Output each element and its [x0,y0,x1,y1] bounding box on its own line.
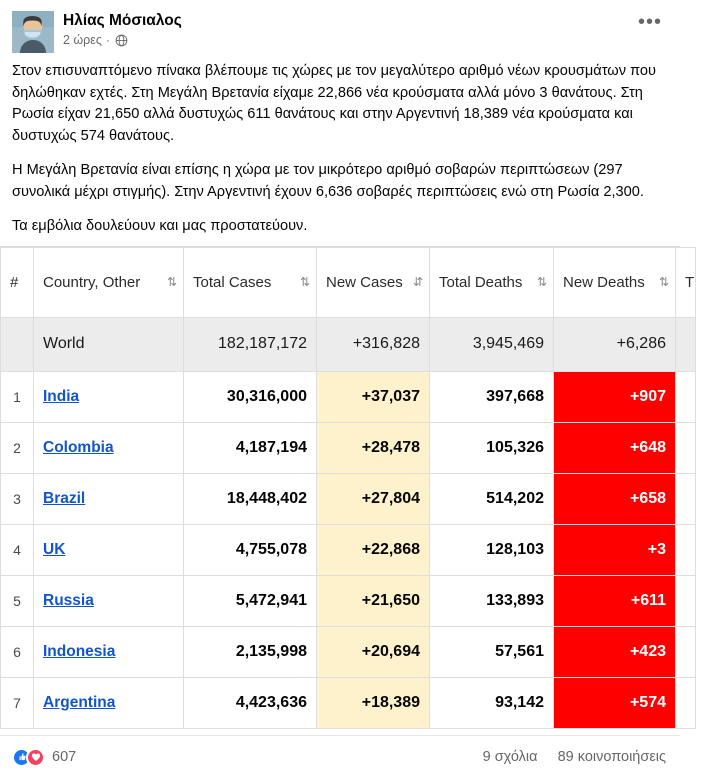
post-meta-line [63,32,632,48]
row-total-deaths: 105,326 [430,422,554,473]
column-header-country[interactable] [34,247,184,317]
row-country [34,626,184,677]
world-total-deaths: 3,945,469 [430,317,554,371]
column-header-number-label: # [10,273,19,291]
row-new-deaths: +907 [554,371,676,422]
row-total-cases: 4,187,194 [184,422,317,473]
comments-shares-summary [483,749,666,765]
reactions-summary[interactable] [12,748,76,767]
row-new-deaths: +3 [554,524,676,575]
column-header-new-deaths[interactable] [554,247,676,317]
sort-arrows-icon[interactable]: ⇅ [166,275,176,289]
row-new-cases: +21,650 [317,575,430,626]
row-new-deaths: +658 [554,473,676,524]
row-country [34,575,184,626]
row-total-cases: 2,135,998 [184,626,317,677]
column-header-total-cases-label: Total Cases [193,273,272,291]
globe-icon [115,34,128,47]
row-number: 1 [1,371,34,422]
covid-table [0,247,696,729]
row-total-cases: 4,755,078 [184,524,317,575]
country-link[interactable]: Brazil [43,489,86,507]
poster-name[interactable]: Ηλίας Μόσιαλος [63,12,182,29]
world-row-number [1,317,34,371]
row-new-deaths: +574 [554,677,676,728]
row-country [34,473,184,524]
reaction-count: 607 [52,749,77,765]
row-truncated-cell [676,575,696,626]
comments-count[interactable]: 9 σχόλια [482,749,538,765]
post-header [0,0,680,57]
world-new-deaths: +6,286 [554,317,676,371]
poster-meta [63,10,632,48]
row-new-deaths: +648 [554,422,676,473]
country-link[interactable]: Russia [43,591,94,609]
post-paragraph-2: Η Μεγάλη Βρετανία είναι επίσης η χώρα με τον μικρότερο αριθμό σοβαρών περιπτώσεων (297 συνολικά μέχρι στιγμής). Στην Αργεντινή έχουν 6,636 σοβαρές περιπτώσεις ενώ στη Ρωσία 2,300. [12,162,644,200]
column-header-new-cases-label: New Cases [326,273,403,291]
table-row [1,422,696,473]
country-link[interactable]: UK [43,540,66,558]
table-row [1,473,696,524]
world-new-cases: +316,828 [317,317,430,371]
post-options-button[interactable]: ••• [637,11,662,33]
country-link[interactable]: India [43,387,80,405]
world-truncated-cell [676,317,696,371]
sort-arrows-icon[interactable]: ⇅ [299,275,309,289]
row-number: 7 [1,677,34,728]
row-total-deaths: 514,202 [430,473,554,524]
post-text [0,57,680,246]
country-link[interactable]: Colombia [43,438,114,456]
row-country [34,677,184,728]
row-number: 4 [1,524,34,575]
row-new-cases: +28,478 [317,422,430,473]
column-header-country-label: Country, Other [43,273,141,291]
row-truncated-cell [676,422,696,473]
shares-count[interactable]: 89 κοινοποιήσεις [557,749,666,765]
row-number: 3 [1,473,34,524]
row-country [34,524,184,575]
row-number: 5 [1,575,34,626]
table-row [1,524,696,575]
column-header-total-deaths[interactable] [430,247,554,317]
row-total-deaths: 133,893 [430,575,554,626]
table-row [1,677,696,728]
post-paragraph-3: Τα εμβόλια δουλεύουν και μας προστατεύουν. [12,218,308,234]
row-country [34,422,184,473]
sort-arrows-icon[interactable]: ⇅ [658,275,668,289]
table-row [1,626,696,677]
row-total-cases: 30,316,000 [184,371,317,422]
row-truncated-cell [676,473,696,524]
post-paragraph-1: Στον επισυναπτόμενο πίνακα βλέπουμε τις χώρες με τον μεγαλύτερο αριθμό νέων κρουσμάτων που δηλώθηκαν εχτές. Στη Μεγάλη Βρετανία είχαμε 22,866 νέα κρούσματα αλλά μόνο 3 θανάτους. Στη Ρωσία είχαν 21,650 αλλά δυστυχώς 611 θανάτους και στην Αργεντινή 18,389 νέα κρούσματα και δυστυχώς 574 θανάτους. [12,63,657,144]
row-number: 2 [1,422,34,473]
meta-separator: · [105,33,110,47]
row-new-cases: +37,037 [317,371,430,422]
world-total-cases: 182,187,172 [184,317,317,371]
row-new-cases: +20,694 [317,626,430,677]
sort-descending-icon[interactable]: ⇵ [412,275,422,289]
row-new-deaths: +423 [554,626,676,677]
row-truncated-cell [676,371,696,422]
row-number: 6 [1,626,34,677]
row-total-cases: 18,448,402 [184,473,317,524]
column-header-truncated-label: T [685,273,695,291]
row-new-cases: +18,389 [317,677,430,728]
table-header-row [1,247,696,317]
row-truncated-cell [676,677,696,728]
row-new-cases: +27,804 [317,473,430,524]
row-truncated-cell [676,524,696,575]
row-total-cases: 5,472,941 [184,575,317,626]
column-header-total-deaths-label: Total Deaths [439,273,523,291]
row-country [34,371,184,422]
row-total-deaths: 128,103 [430,524,554,575]
row-total-deaths: 57,561 [430,626,554,677]
country-link[interactable]: Indonesia [43,642,116,660]
post-timestamp[interactable]: 2 ώρες [63,33,102,47]
row-total-deaths: 93,142 [430,677,554,728]
table-row-world [1,317,696,371]
column-header-number[interactable] [1,247,34,317]
love-icon [26,748,45,767]
row-truncated-cell [676,626,696,677]
world-row-label: World [34,317,184,371]
row-new-cases: +22,868 [317,524,430,575]
avatar[interactable] [12,11,54,53]
sort-arrows-icon[interactable]: ⇅ [536,275,546,289]
table-row [1,371,696,422]
country-link[interactable]: Argentina [43,693,116,711]
covid-table-image [0,246,695,729]
row-total-deaths: 397,668 [430,371,554,422]
table-row [1,575,696,626]
row-total-cases: 4,423,636 [184,677,317,728]
covid-table-body [1,317,696,728]
column-header-new-cases[interactable] [317,247,430,317]
column-header-new-deaths-label: New Deaths [563,273,645,291]
row-new-deaths: +611 [554,575,676,626]
post-footer [0,735,680,777]
column-header-total-cases[interactable] [184,247,317,317]
column-header-truncated[interactable] [676,247,696,317]
